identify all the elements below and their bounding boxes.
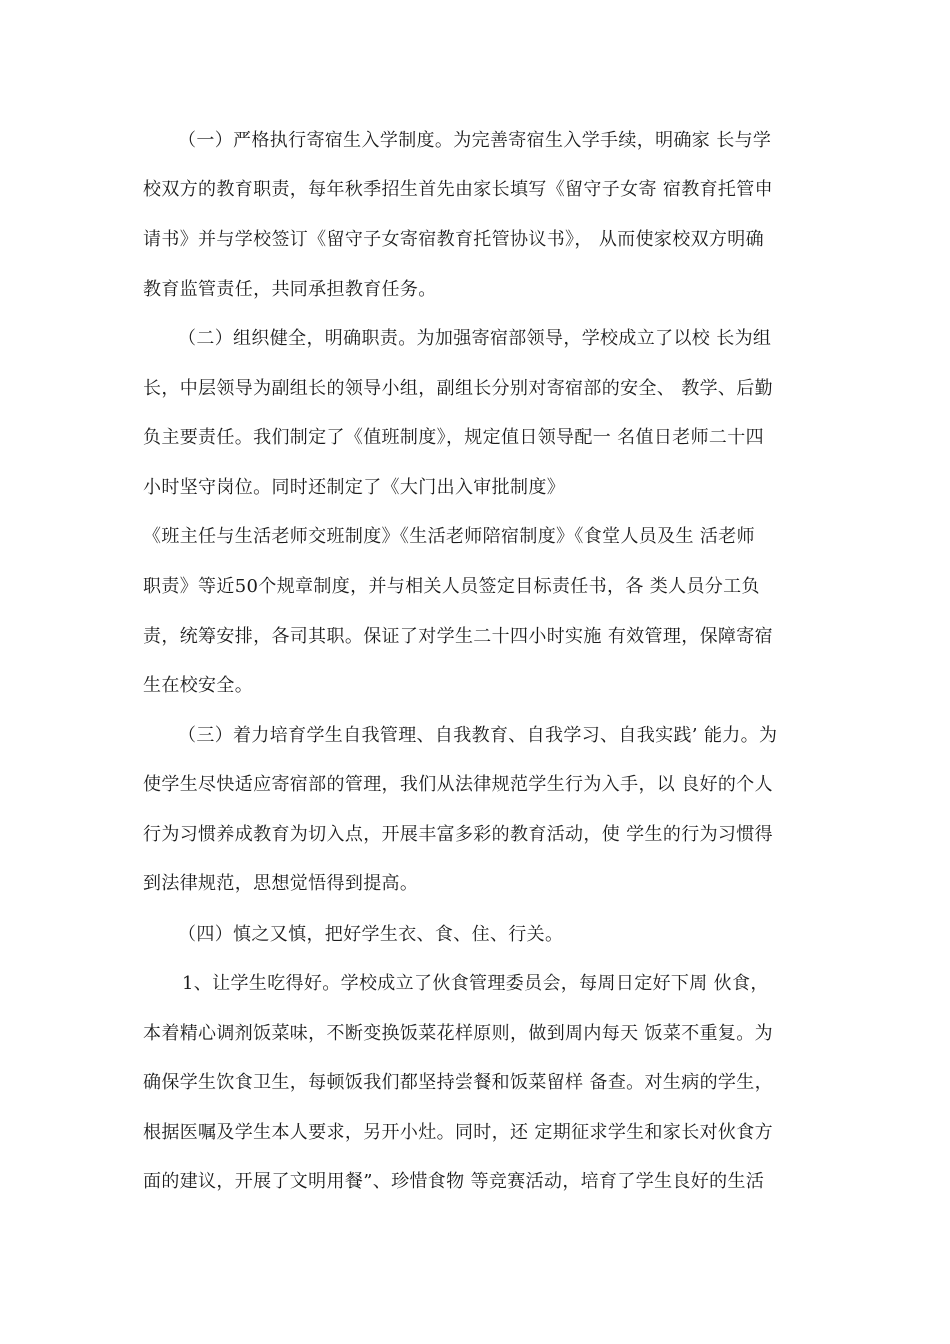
text-line: （三）着力培育学生自我管理、自我教育、自我学习、自我实践’ 能力。为	[178, 725, 778, 746]
text-line: 行为习惯养成教育为切入点，开展丰富多彩的教育活动，使 学生的行为习惯得	[143, 824, 773, 845]
text-line: 确保学生饮食卫生，每顿饭我们都坚持尝餐和饭菜留样 备查。对生病的学生，	[143, 1072, 773, 1093]
text-line: 1、让学生吃得好。学校成立了伙食管理委员会，每周日定好下周 伙食，	[182, 973, 769, 994]
text-line: 请书》并与学校签订《留守子女寄宿教育托管协议书》， 从而使家校双方明确	[143, 229, 764, 250]
text-line: 负主要责任。我们制定了《值班制度》，规定值日领导配一 名值日老师二十四	[143, 427, 764, 448]
text-line: 本着精心调剂饭菜味，不断变换饭菜花样原则，做到周内每天 饭菜不重复。为	[143, 1023, 773, 1044]
text-line: 《班主任与生活老师交班制度》《生活老师陪宿制度》《食堂人员及生 活老师	[143, 526, 755, 547]
text-line: （二）组织健全，明确职责。为加强寄宿部领导，学校成立了以校 长为组	[178, 328, 772, 349]
text-line: 责，统筹安排，各司其职。保证了对学生二十四小时实施 有效管理，保障寄宿	[143, 626, 773, 647]
text-line: 小时坚守岗位。同时还制定了《大门出入审批制度》	[143, 477, 566, 498]
text-line: 长，中层领导为副组长的领导小组，副组长分别对寄宿部的安全、 教学、后勤	[143, 378, 773, 399]
text-line: 生在校安全。	[143, 675, 254, 696]
text-line: （一）严格执行寄宿生入学制度。为完善寄宿生入学手续，明确家 长与学	[178, 130, 772, 151]
text-line: 到法律规范，思想觉悟得到提高。	[143, 873, 419, 894]
text-line: 职责》等近50个规章制度，并与相关人员签定目标责任书，各 类人员分工负	[143, 576, 760, 597]
text-line: 校双方的教育职责，每年秋季招生首先由家长填写《留守子女寄 宿教育托管申	[143, 179, 773, 200]
text-line: 教育监管责任，共同承担教育任务。	[143, 279, 437, 300]
text-line: 根据医嘱及学生本人要求，另开小灶。同时，还 定期征求学生和家长对伙食方	[143, 1122, 773, 1143]
text-line: 使学生尽快适应寄宿部的管理，我们从法律规范学生行为入手，以 良好的个人	[143, 774, 773, 795]
text-line: （四）慎之又慎，把好学生衣、食、住、行关。	[178, 924, 564, 945]
text-line: 面的建议，开展了文明用餐”、珍惜食物 等竞赛活动，培育了学生良好的生活	[143, 1171, 765, 1192]
